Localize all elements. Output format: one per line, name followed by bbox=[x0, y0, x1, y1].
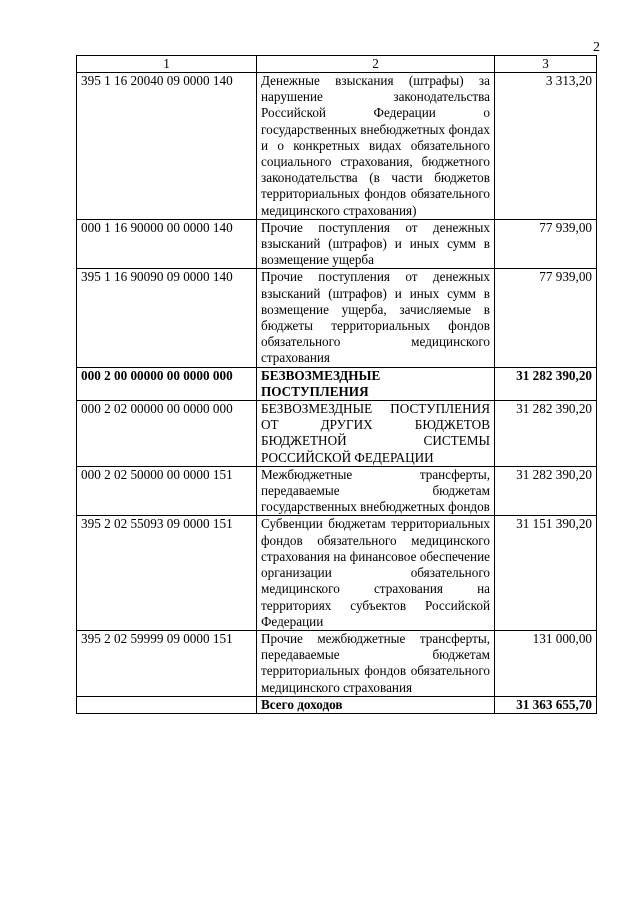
amount-cell: 3 313,20 bbox=[495, 73, 597, 220]
income-name-cell: Прочие поступления от денежных взысканий (штрафов) и иных сумм в возмещение ущерба, зачисляемые в бюджеты территориальных фондов обязательного медицинского страхования bbox=[257, 269, 495, 367]
table-row-section-total bbox=[77, 367, 597, 400]
table-row-grand-total bbox=[77, 696, 597, 713]
budget-code-cell: 395 2 02 55093 09 0000 151 bbox=[77, 516, 257, 630]
budget-code-cell: 395 1 16 20040 09 0000 140 bbox=[77, 73, 257, 220]
budget-code-cell: 000 2 00 00000 00 0000 000 bbox=[77, 367, 257, 400]
amount-cell: 31 282 390,20 bbox=[495, 401, 597, 467]
income-name-cell: Субвенции бюджетам территориальных фондов обязательного медицинского страхования на финансовое обеспечение организации обязательного медицинского страхования на территориях субъектов Российской Федерации bbox=[257, 516, 495, 630]
budget-code-cell bbox=[77, 696, 257, 713]
budget-code-cell: 000 1 16 90000 00 0000 140 bbox=[77, 219, 257, 269]
table-row bbox=[77, 466, 597, 516]
amount-cell: 31 151 390,20 bbox=[495, 516, 597, 630]
total-label-cell: Всего доходов bbox=[257, 696, 495, 713]
amount-cell: 77 939,00 bbox=[495, 219, 597, 269]
budget-code-cell: 395 1 16 90090 09 0000 140 bbox=[77, 269, 257, 367]
income-name-cell: БЕЗВОЗМЕЗДНЫЕ ПОСТУПЛЕНИЯ bbox=[257, 367, 495, 400]
budget-code-cell: 395 2 02 59999 09 0000 151 bbox=[77, 630, 257, 696]
table-header-row bbox=[77, 56, 597, 73]
column-header-3: 3 bbox=[495, 56, 597, 73]
total-amount-cell: 31 363 655,70 bbox=[495, 696, 597, 713]
income-name-cell: Межбюджетные трансферты, передаваемые бюджетам государственных внебюджетных фондов bbox=[257, 466, 495, 516]
column-header-1: 1 bbox=[77, 56, 257, 73]
table-row bbox=[77, 516, 597, 630]
income-name-cell: Прочие межбюджетные трансферты, передаваемые бюджетам территориальных фондов обязательного медицинского страхования bbox=[257, 630, 495, 696]
revenue-table bbox=[76, 55, 597, 714]
income-name-cell: Денежные взыскания (штрафы) за нарушение законодательства Российской Федерации о государственных внебюджетных фондах и о конкретных видах обязательного социального страхования, бюджетного законодательства (в части бюджетов территориальных фондов обязательного медицинского страхования) bbox=[257, 73, 495, 220]
amount-cell: 31 282 390,20 bbox=[495, 466, 597, 516]
column-header-2: 2 bbox=[257, 56, 495, 73]
income-name-cell: Прочие поступления от денежных взысканий (штрафов) и иных сумм в возмещение ущерба bbox=[257, 219, 495, 269]
table-row bbox=[77, 73, 597, 220]
amount-cell: 77 939,00 bbox=[495, 269, 597, 367]
amount-cell: 31 282 390,20 bbox=[495, 367, 597, 400]
table-row bbox=[77, 269, 597, 367]
table-row bbox=[77, 630, 597, 696]
page-number: 2 bbox=[593, 40, 600, 55]
budget-code-cell: 000 2 02 50000 00 0000 151 bbox=[77, 466, 257, 516]
amount-cell: 131 000,00 bbox=[495, 630, 597, 696]
table-row bbox=[77, 401, 597, 467]
budget-code-cell: 000 2 02 00000 00 0000 000 bbox=[77, 401, 257, 467]
income-name-cell: БЕЗВОЗМЕЗДНЫЕ ПОСТУПЛЕНИЯ ОТ ДРУГИХ БЮДЖЕТОВ БЮДЖЕТНОЙ СИСТЕМЫ РОССИЙСКОЙ ФЕДЕРАЦИИ bbox=[257, 401, 495, 467]
table-row bbox=[77, 219, 597, 269]
